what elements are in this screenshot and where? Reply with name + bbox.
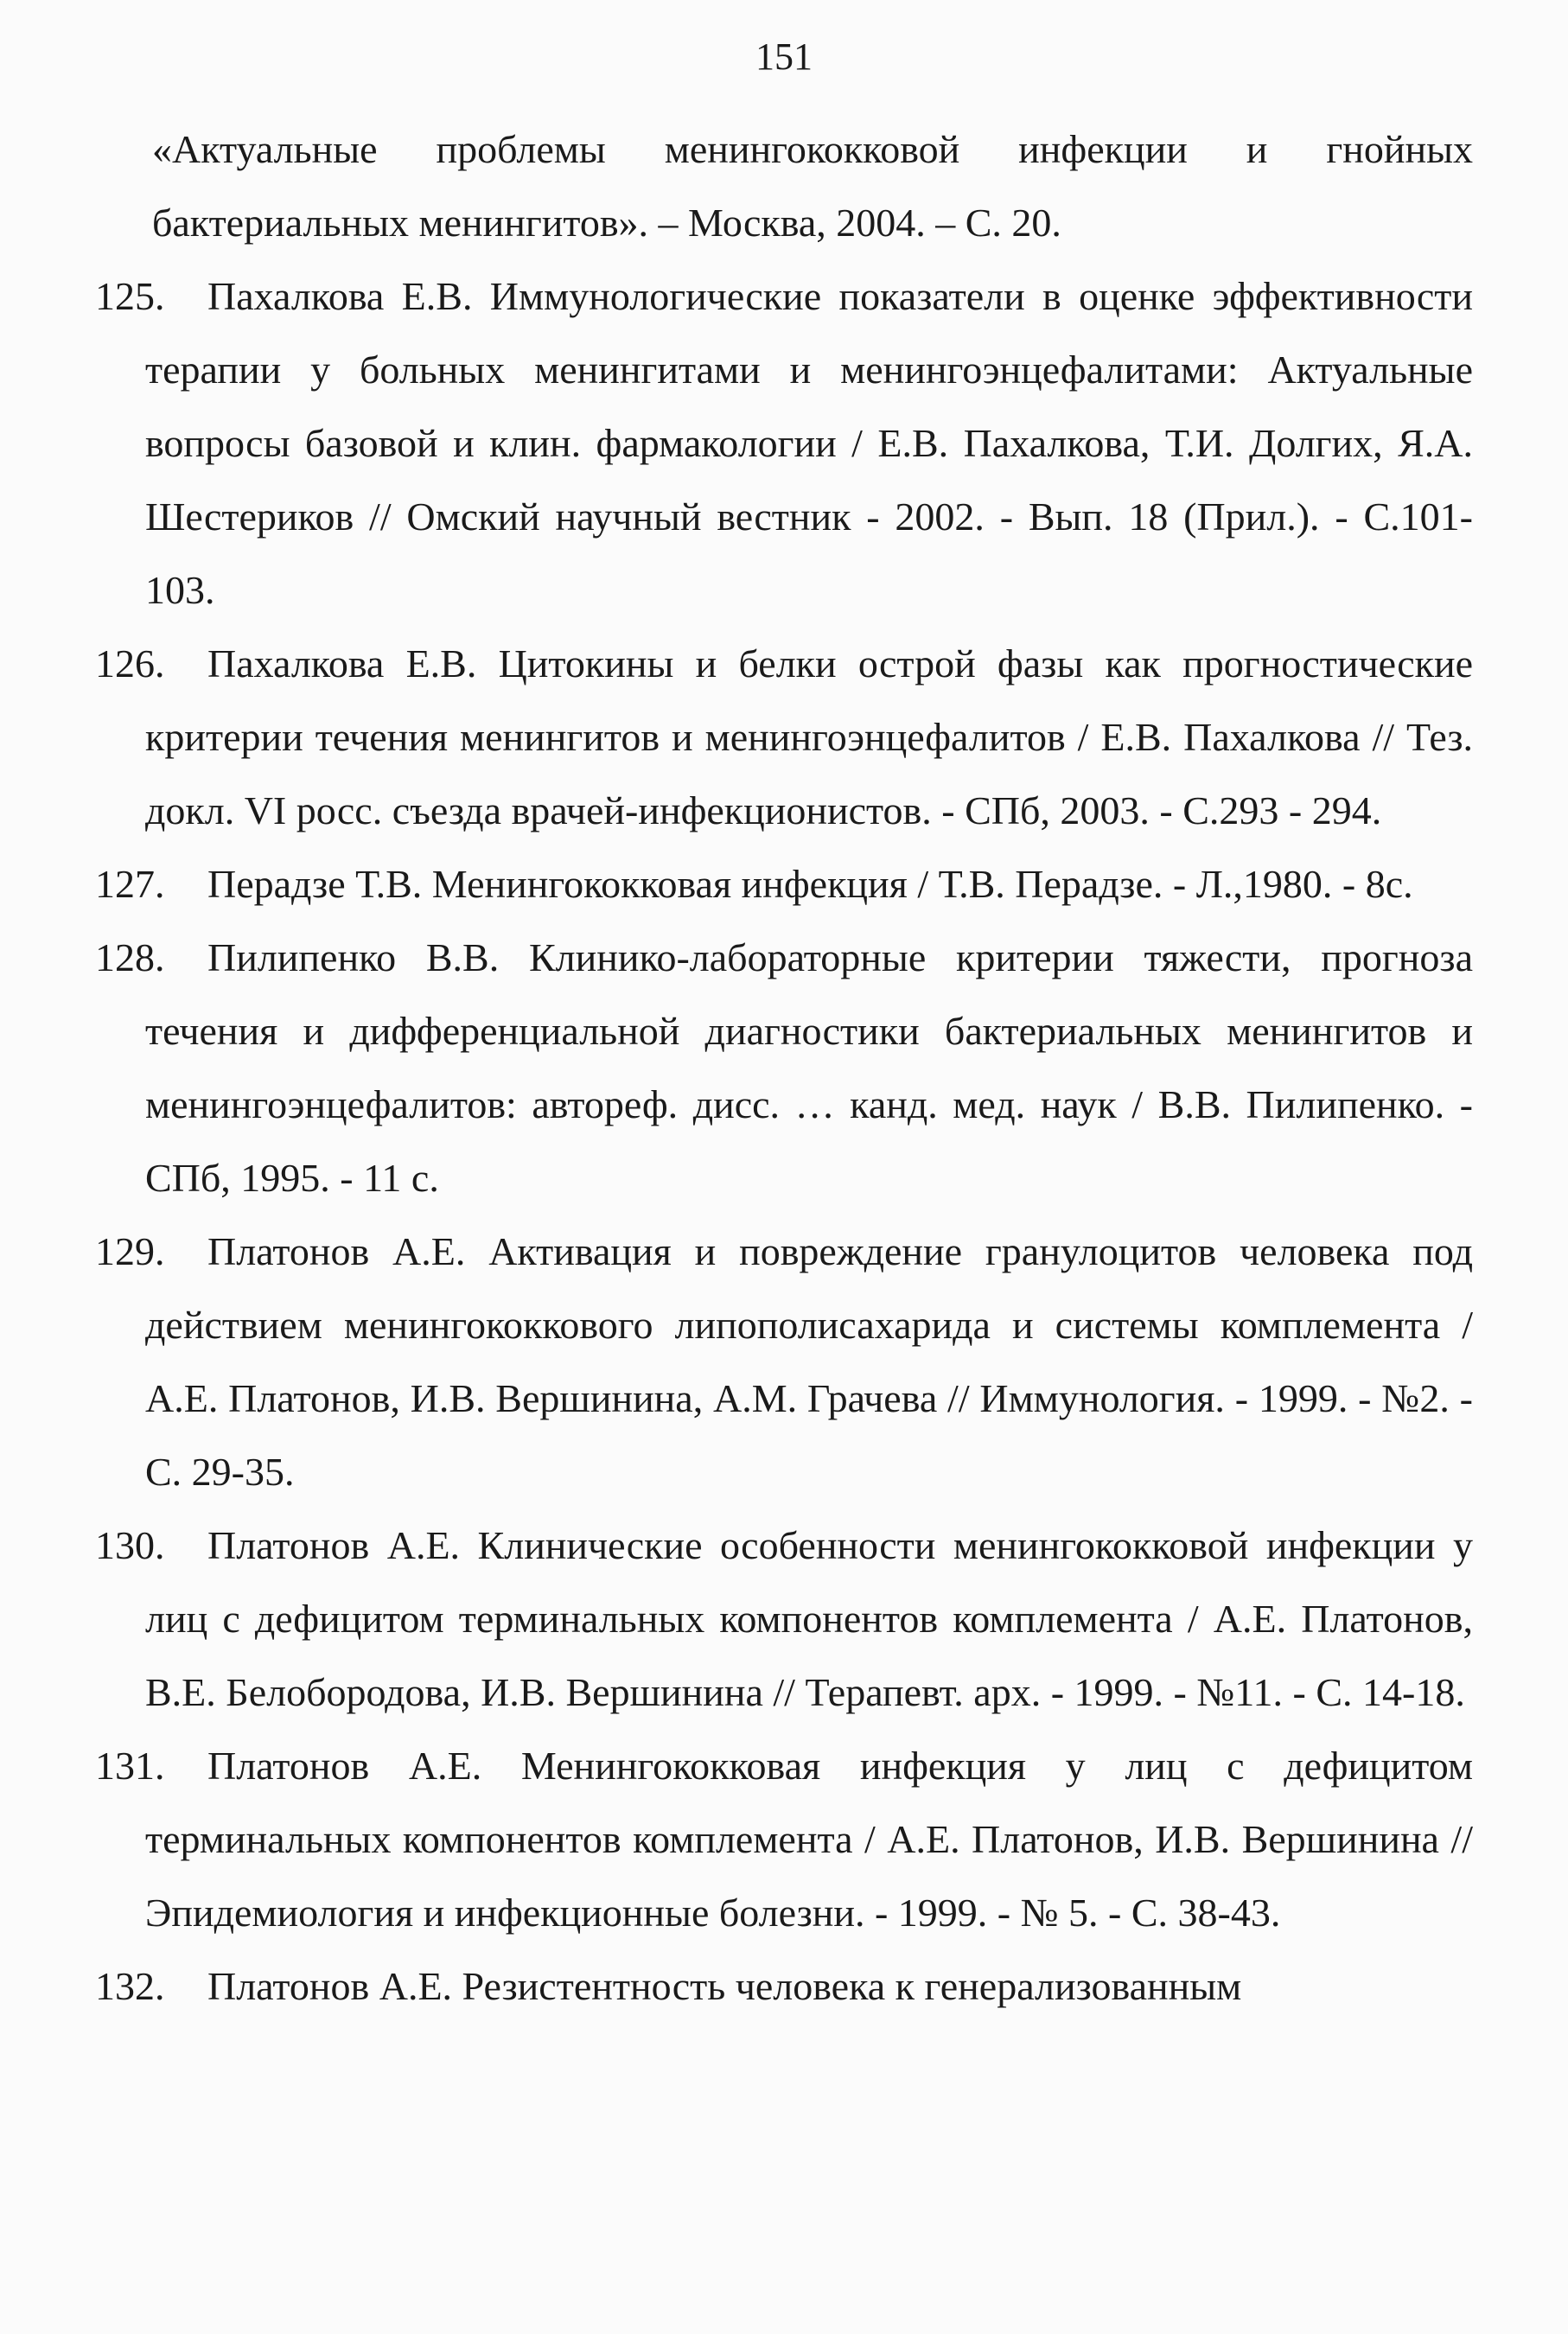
reference-text: Перадзе Т.В. Менингококковая инфекция / Т.В. Перадзе. - Л.,1980. - 8с. [207, 862, 1413, 906]
reference-number: 125. [95, 274, 165, 318]
reference-number: 128. [95, 935, 165, 979]
reference-text: Платонов А.Е. Активация и повреждение гранулоцитов человека под действием менингококкового липополисахарида и системы комплемента / А.Е. Платонов, И.В. Вершинина, А.М. Грачева // Иммунология. - 1999. - №2. - С. 29-35. [145, 1229, 1473, 1494]
reference-item [95, 1215, 1473, 1508]
reference-text: Платонов А.Е. Резистентность человека к генерализованным [207, 1964, 1242, 2008]
reference-text: «Актуальные проблемы менингококковой инфекции и гнойных бактериальных менингитов». – Москва, 2004. – С. 20. [152, 127, 1473, 245]
reference-item [95, 847, 1473, 921]
reference-item [95, 627, 1473, 847]
reference-text: Платонов А.Е. Клинические особенности менингококковой инфекции у лиц с дефицитом терминальных компонентов комплемента / А.Е. Платонов, В.Е. Белобородова, И.В. Вершинина // Терапевт. арх. - 1999. - №11. - С. 14-18. [145, 1523, 1473, 1714]
reference-number: 132. [95, 1964, 165, 2008]
reference-text: Пахалкова Е.В. Цитокины и белки острой фазы как прогностические критерии течения менингитов и менингоэнцефалитов / Е.В. Пахалкова // Тез. докл. VI росс. съезда врачей-инфекционистов. - СПб, 2003. - С.293 - 294. [145, 641, 1473, 832]
reference-item [95, 1949, 1473, 2023]
reference-item [95, 921, 1473, 1215]
reference-text: Пилипенко В.В. Клинико-лабораторные критерии тяжести, прогноза течения и дифференциальной диагностики бактериальных менингитов и менингоэнцефалитов: автореф. дисс. … канд. мед. наук / В.В. Пилипенко. - СПб, 1995. - 11 с. [145, 935, 1473, 1200]
reference-item [95, 259, 1473, 627]
reference-number: 127. [95, 862, 165, 906]
reference-item [95, 1729, 1473, 1949]
reference-list [95, 112, 1473, 2023]
reference-number: 130. [95, 1523, 165, 1567]
reference-number: 129. [95, 1229, 165, 1273]
page-number: 151 [755, 35, 813, 78]
reference-item [95, 1508, 1473, 1729]
reference-number: 126. [95, 641, 165, 686]
reference-item [95, 112, 1473, 259]
reference-text: Платонов А.Е. Менингококковая инфекция у лиц с дефицитом терминальных компонентов комплемента / А.Е. Платонов, И.В. Вершинина // Эпидемиология и инфекционные болезни. - 1999. - № 5. - С. 38-43. [145, 1744, 1473, 1935]
reference-text: Пахалкова Е.В. Иммунологические показатели в оценке эффективности терапии у больных менингитами и менингоэнцефалитами: Актуальные вопросы базовой и клин. фармакологии / Е.В. Пахалкова, Т.И. Долгих, Я.А. Шестериков // Омский научный вестник - 2002. - Вып. 18 (Прил.). - С.101-103. [145, 274, 1473, 612]
reference-number: 131. [95, 1744, 165, 1788]
